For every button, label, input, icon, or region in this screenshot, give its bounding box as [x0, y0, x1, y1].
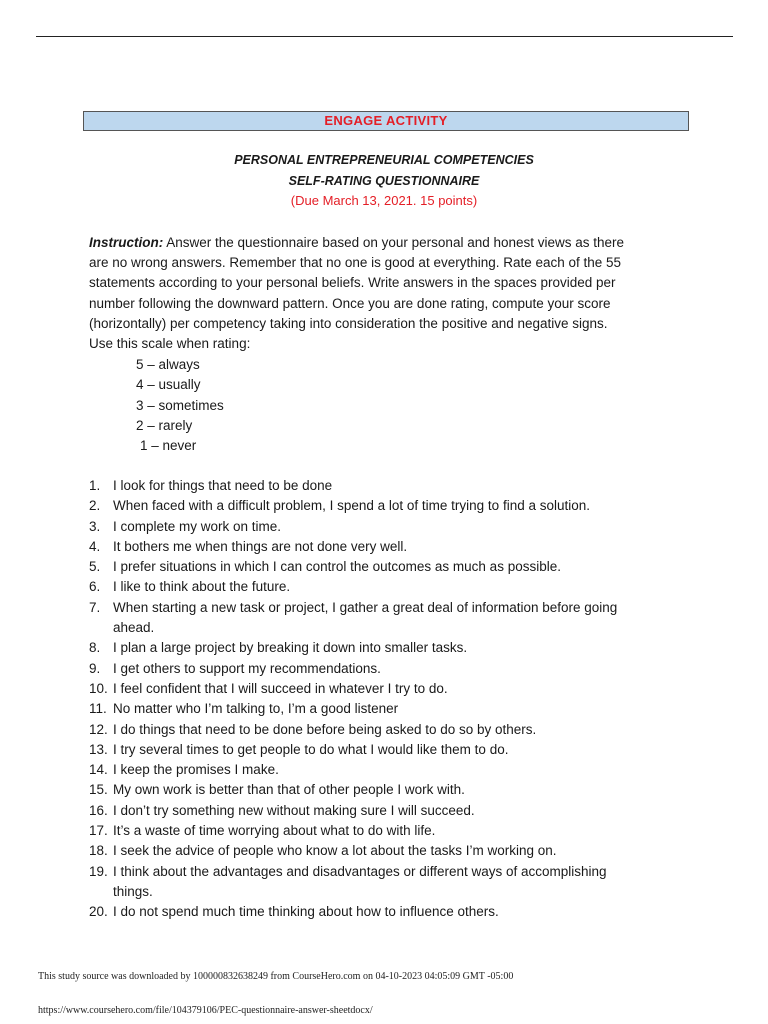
- question-number: 9.: [89, 660, 101, 676]
- question-text: [113, 720, 699, 740]
- instruction-line: Use this scale when rating:: [89, 336, 251, 352]
- rating-scale: [136, 355, 224, 456]
- question-text-line: I try several times to get people to do what I would like them to do.: [113, 741, 509, 757]
- question-text-line: It bothers me when things are not done very well.: [113, 538, 408, 554]
- question-item: [89, 862, 699, 903]
- question-text: [113, 476, 699, 496]
- question-text: [113, 699, 699, 719]
- due-date: (Due March 13, 2021. 15 points): [290, 193, 478, 208]
- question-number: 16.: [89, 802, 108, 818]
- question-text: [113, 760, 699, 780]
- question-item: [89, 699, 699, 719]
- instruction-line: Answer the questionnaire based on your personal and honest views as there: [163, 235, 625, 250]
- scale-row: 4 – usually: [136, 377, 201, 393]
- question-number: 17.: [89, 823, 108, 839]
- question-text-line: I don’t try something new without making sure I will succeed.: [113, 802, 475, 818]
- scale-row: 5 – always: [136, 357, 200, 372]
- question-text-line: I do things that need to be done before being asked to do so by others.: [113, 721, 537, 737]
- question-item: [89, 760, 699, 780]
- question-item: [89, 841, 699, 861]
- question-text-line: It’s a waste of time worrying about what to do with life.: [113, 823, 436, 839]
- question-text: [113, 598, 699, 639]
- question-text: [113, 537, 699, 557]
- question-text: [113, 659, 699, 679]
- question-text-line: My own work is better than that of other people I work with.: [113, 782, 465, 798]
- question-text: [113, 517, 699, 537]
- question-text: [113, 638, 699, 658]
- question-item: [89, 679, 699, 699]
- question-number: 11.: [89, 701, 107, 717]
- question-text-line: I like to think about the future.: [113, 579, 291, 595]
- question-item: [89, 780, 699, 800]
- question-item: [89, 801, 699, 821]
- question-item: [89, 902, 699, 922]
- title-line-2: SELF-RATING QUESTIONNAIRE: [288, 174, 480, 188]
- question-number: 13.: [89, 741, 108, 757]
- question-item: [89, 638, 699, 658]
- question-text-line: I seek the advice of people who know a lot about the tasks I’m working on.: [113, 843, 557, 859]
- question-text-line: I get others to support my recommendations.: [113, 660, 381, 676]
- question-text: [113, 557, 699, 577]
- title-line-1: PERSONAL ENTREPRENEURIAL COMPETENCIES: [234, 153, 534, 167]
- instruction-line: number following the downward pattern. Once you are done rating, compute your score: [89, 295, 611, 311]
- question-number: 18.: [89, 843, 108, 859]
- question-text: [113, 679, 699, 699]
- scale-row: 2 – rarely: [136, 417, 193, 433]
- question-number: 20.: [89, 904, 108, 920]
- question-number: 8.: [89, 640, 101, 656]
- question-text: [113, 902, 699, 922]
- question-text-line: I plan a large project by breaking it down into smaller tasks.: [113, 640, 468, 656]
- instruction-line: statements according to your personal beliefs. Write answers in the spaces provided per: [89, 275, 616, 291]
- question-number: 19.: [89, 863, 108, 879]
- question-text-line: things.: [113, 883, 153, 899]
- question-text-line: No matter who I’m talking to, I’m a good listener: [113, 701, 399, 717]
- question-number: 10.: [89, 680, 108, 696]
- instruction-line: are no wrong answers. Remember that no one is good at everything. Rate each of the 55: [89, 255, 622, 271]
- question-item: [89, 557, 699, 577]
- question-text: [113, 496, 699, 516]
- question-item: [89, 740, 699, 760]
- section-banner: ENGAGE ACTIVITY: [83, 111, 689, 131]
- question-item: [89, 720, 699, 740]
- question-item: [89, 517, 699, 537]
- question-number: 15.: [89, 782, 108, 798]
- question-text: [113, 821, 699, 841]
- question-number: 1.: [89, 478, 101, 493]
- question-text-line: When faced with a difficult problem, I spend a lot of time trying to find a solution.: [113, 498, 591, 514]
- question-number: 4.: [89, 538, 101, 554]
- question-text-line: I think about the advantages and disadvantages or different ways of accomplishing: [113, 863, 607, 879]
- question-text: [113, 740, 699, 760]
- question-text: [113, 801, 699, 821]
- question-item: [89, 821, 699, 841]
- question-text-line: I complete my work on time.: [113, 518, 282, 534]
- question-text-line: I keep the promises I make.: [113, 762, 279, 778]
- question-item: [89, 537, 699, 557]
- question-number: 3.: [89, 518, 101, 534]
- question-item: [89, 598, 699, 639]
- question-number: 6.: [89, 579, 101, 595]
- top-divider: [36, 36, 733, 37]
- question-text: [113, 577, 699, 597]
- question-text: [113, 780, 699, 800]
- question-text: [113, 862, 699, 903]
- instruction-line: (horizontally) per competency taking into consideration the positive and negative signs.: [89, 315, 608, 331]
- question-number: 2.: [89, 498, 101, 514]
- question-text-line: I look for things that need to be done: [113, 478, 333, 493]
- question-text-line: I prefer situations in which I can control the outcomes as much as possible.: [113, 559, 561, 575]
- question-item: [89, 496, 699, 516]
- question-number: 14.: [89, 762, 108, 778]
- question-number: 5.: [89, 559, 101, 575]
- instruction-lead: Instruction:: [89, 235, 164, 250]
- question-list: [89, 476, 699, 923]
- download-source-note: This study source was downloaded by 100000832638249 from CourseHero.com on 04-10-2023 04:05:09 GMT -05:00: [38, 971, 514, 982]
- question-text-line: ahead.: [113, 620, 155, 636]
- question-item: [89, 659, 699, 679]
- question-text-line: I do not spend much time thinking about how to influence others.: [113, 904, 499, 920]
- source-url: https://www.coursehero.com/file/104379106/PEC-questionnaire-answer-sheetdocx/: [38, 1005, 373, 1016]
- instruction-paragraph: [89, 233, 693, 354]
- question-text-line: When starting a new task or project, I gather a great deal of information before going: [113, 599, 618, 615]
- question-item: [89, 577, 699, 597]
- question-number: 12.: [89, 721, 108, 737]
- question-text: [113, 841, 699, 861]
- question-text-line: I feel confident that I will succeed in whatever I try to do.: [113, 680, 448, 696]
- scale-row: 3 – sometimes: [136, 397, 224, 413]
- scale-row: 1 – never: [140, 438, 197, 454]
- question-item: [89, 476, 699, 496]
- question-number: 7.: [89, 599, 101, 615]
